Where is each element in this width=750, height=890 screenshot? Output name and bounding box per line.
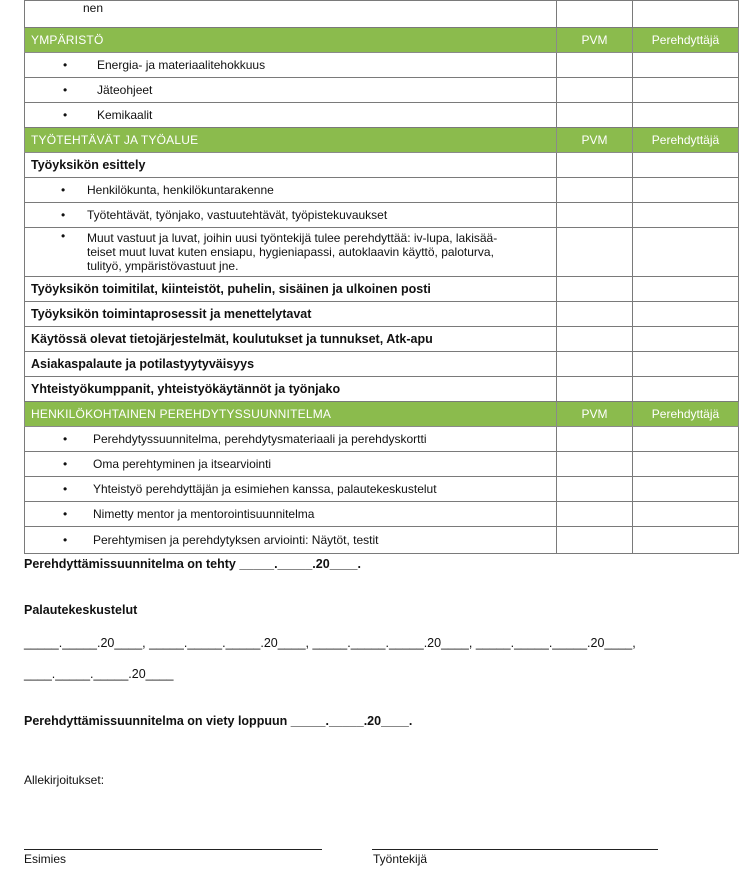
bullet: •: [63, 457, 68, 471]
table-row: [25, 352, 739, 377]
row-text: Yhteistyö perehdyttäjän ja esimiehen kanssa, palautekeskustelut: [93, 482, 437, 496]
pvm-header: PVM: [557, 128, 633, 153]
orientation-checklist-table: [24, 0, 739, 554]
table-row: [25, 203, 739, 228]
table-row: [25, 153, 739, 178]
pvm-cell[interactable]: [557, 203, 633, 228]
row-text: Jäteohjeet: [97, 83, 153, 97]
pvm-cell[interactable]: [557, 327, 633, 352]
pvm-cell[interactable]: [557, 277, 633, 302]
pvm-cell[interactable]: [557, 228, 633, 277]
pvm-cell[interactable]: [557, 427, 633, 452]
remnant-text: nen: [25, 1, 557, 28]
perehdyttaja-cell[interactable]: [633, 203, 739, 228]
table-row: [25, 78, 739, 103]
perehdyttaja-cell[interactable]: [633, 302, 739, 327]
pvm-cell[interactable]: [557, 178, 633, 203]
plan-made-line[interactable]: Perehdyttämissuunnitelma on tehty _____._____.20____.: [24, 557, 361, 571]
bold-row-text: Työyksikön toimitilat, kiinteistöt, puhelin, sisäinen ja ulkoinen posti: [25, 277, 557, 302]
row-text-line: tulityö, ympäristövastuut jne.: [87, 259, 239, 273]
perehdyttaja-cell[interactable]: [633, 427, 739, 452]
signature-label-esimies: Esimies: [24, 852, 67, 866]
bullet: •: [61, 183, 66, 197]
perehdyttaja-cell[interactable]: [633, 178, 739, 203]
bullet: •: [63, 58, 68, 72]
pvm-header: PVM: [557, 28, 633, 53]
perehdyttaja-cell[interactable]: [633, 452, 739, 477]
perehdyttaja-header: Perehdyttäjä: [633, 128, 739, 153]
perehdyttaja-header: Perehdyttäjä: [633, 28, 739, 53]
feedback-dates-line-2[interactable]: ____._____._____.20____: [24, 667, 174, 681]
row-text-line: Muut vastuut ja luvat, joihin uusi työntekijä tulee perehdyttää: iv-lupa, lakisää-: [87, 231, 498, 245]
bullet: •: [63, 482, 68, 496]
table-row: [25, 178, 739, 203]
table-row: [25, 377, 739, 402]
row-text: Nimetty mentor ja mentorointisuunnitelma: [93, 507, 315, 521]
table-row: [25, 452, 739, 477]
perehdyttaja-cell[interactable]: [633, 477, 739, 502]
row-text-line: teiset muut luvat kuten ensiapu, hygieniapassi, autoklaavin käyttö, paloturva,: [87, 245, 494, 259]
table-row: [25, 502, 739, 527]
row-text: Oma perehtyminen ja itsearviointi: [93, 457, 272, 471]
section-header-ymparisto: [25, 28, 739, 53]
row-text: Työtehtävät, työnjako, vastuutehtävät, työpistekuvaukset: [87, 208, 388, 222]
table-row: [25, 302, 739, 327]
pvm-cell[interactable]: [557, 377, 633, 402]
subheading: Työyksikön esittely: [25, 153, 557, 178]
pvm-cell[interactable]: [557, 527, 633, 554]
table-row: [25, 1, 739, 28]
bullet: •: [63, 533, 68, 547]
perehdyttaja-cell[interactable]: [633, 228, 739, 277]
pvm-cell[interactable]: [557, 78, 633, 103]
table-row: [25, 103, 739, 128]
feedback-title: Palautekeskustelut: [24, 603, 138, 617]
bold-row-text: Työyksikön toimintaprosessit ja menettelytavat: [25, 302, 557, 327]
pvm-cell[interactable]: [557, 153, 633, 178]
bold-row-text: Käytössä olevat tietojärjestelmät, koulutukset ja tunnukset, Atk-apu: [25, 327, 557, 352]
signatures-title: Allekirjoitukset:: [24, 773, 105, 787]
perehdyttaja-cell[interactable]: [633, 352, 739, 377]
table-row: [25, 277, 739, 302]
pvm-cell[interactable]: [557, 302, 633, 327]
signature-line-left[interactable]: [24, 849, 322, 850]
row-text-multiline: [87, 229, 497, 275]
row-text: Perehtymisen ja perehdytyksen arviointi: Näytöt, testit: [93, 533, 379, 547]
perehdyttaja-cell[interactable]: [633, 527, 739, 554]
signature-label-tyontekija: Työntekijä: [373, 852, 428, 866]
bullet: •: [63, 432, 68, 446]
perehdyttaja-cell[interactable]: [633, 502, 739, 527]
pvm-cell[interactable]: [557, 103, 633, 128]
perehdyttaja-cell[interactable]: [633, 277, 739, 302]
pvm-header: PVM: [557, 402, 633, 427]
table-row: [25, 477, 739, 502]
section-title: YMPÄRISTÖ: [25, 28, 557, 53]
pvm-cell[interactable]: [557, 352, 633, 377]
table-row: [25, 53, 739, 78]
pvm-cell[interactable]: [557, 53, 633, 78]
bold-row-text: Asiakaspalaute ja potilastyytyväisyys: [25, 352, 557, 377]
bullet: •: [63, 108, 68, 122]
bullet: •: [63, 83, 68, 97]
bullet: •: [61, 208, 66, 222]
perehdyttaja-cell[interactable]: [633, 103, 739, 128]
perehdyttaja-cell[interactable]: [633, 1, 739, 28]
table-row: [25, 427, 739, 452]
row-text: Perehdytyssuunnitelma, perehdytysmateriaali ja perehdyskortti: [93, 432, 427, 446]
plan-done-line[interactable]: Perehdyttämissuunnitelma on viety loppuun _____._____.20____.: [24, 714, 413, 728]
perehdyttaja-cell[interactable]: [633, 327, 739, 352]
bullet: •: [63, 507, 68, 521]
bold-row-text: Yhteistyökumppanit, yhteistyökäytännöt ja työnjako: [25, 377, 557, 402]
pvm-cell[interactable]: [557, 502, 633, 527]
section-title: HENKILÖKOHTAINEN PEREHDYTYSSUUNNITELMA: [25, 402, 557, 427]
bullet: •: [61, 229, 66, 243]
table-row: [25, 527, 739, 554]
row-text: Kemikaalit: [97, 108, 153, 122]
perehdyttaja-cell[interactable]: [633, 78, 739, 103]
pvm-cell[interactable]: [557, 477, 633, 502]
feedback-dates-line[interactable]: _____._____.20____, _____._____._____.20____, _____._____._____.20____, _____._____._____.20____,: [24, 636, 636, 650]
signature-line-right[interactable]: [372, 849, 658, 850]
row-text: Henkilökunta, henkilökuntarakenne: [87, 183, 274, 197]
table-row: [25, 327, 739, 352]
section-header-tyotehtavat: [25, 128, 739, 153]
pvm-cell[interactable]: [557, 1, 633, 28]
row-text: Energia- ja materiaalitehokkuus: [97, 58, 266, 72]
section-title: TYÖTEHTÄVÄT JA TYÖALUE: [25, 128, 557, 153]
pvm-cell[interactable]: [557, 452, 633, 477]
perehdyttaja-cell[interactable]: [633, 377, 739, 402]
table-row: [25, 228, 739, 277]
section-header-henkilokohtainen: [25, 402, 739, 427]
perehdyttaja-cell[interactable]: [633, 153, 739, 178]
perehdyttaja-header: Perehdyttäjä: [633, 402, 739, 427]
perehdyttaja-cell[interactable]: [633, 53, 739, 78]
